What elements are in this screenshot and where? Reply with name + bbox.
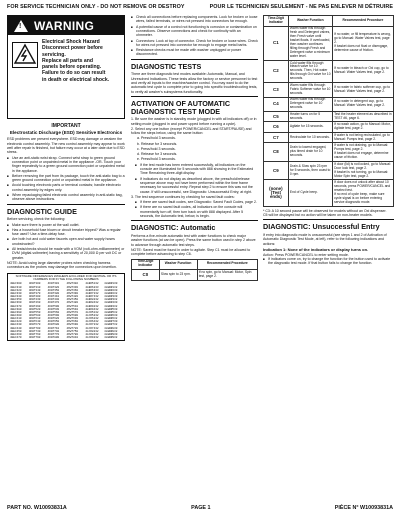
model-code: 4LWBR230 — [104, 288, 118, 292]
table-header: Time-Digit Indicator — [132, 259, 160, 270]
model-code: 4KWT700 — [28, 326, 41, 330]
model-code: 4KWT690 — [66, 323, 79, 327]
model-code: 4KWT680 — [47, 323, 60, 327]
unsuccessful-entry-text: If entry into diagnostic mode is unsuccessful (see steps 1 and 2 of Activation of Automatic Diagnostic Test Mode, at left), refer to the following indications and actions: — [263, 232, 387, 246]
table-row — [264, 161, 394, 179]
activation-step: 2. Select any one button (except POWER/CANCEL and START/PAUSE) and follow the steps below, using the same button: — [131, 126, 252, 136]
activation-steps-cont — [131, 195, 258, 199]
model-code: 4GEC470 — [10, 336, 22, 340]
model-code: 4LWBR330 — [104, 295, 118, 299]
table-row — [132, 270, 258, 281]
model-code: 4KWT520 — [28, 307, 41, 311]
table-cell-function: Warm water fills through fresh and Detergent valves, then Fresh valve until basket floats. If overloaded, then washer continues filling through Fresh and Detergent valve a minimum water level. — [288, 26, 332, 60]
model-code: 4LCR8432 — [85, 332, 99, 336]
table-cell-indicator: C8 — [264, 143, 289, 161]
table-cell-procedure: If no spin, go to Manual: Motor, Spin test, page 2. — [197, 270, 257, 281]
model-code: 4LCR7232 — [85, 323, 99, 327]
model-code: 4LWBR130 — [104, 282, 118, 286]
model-code: 4KWT420 — [66, 295, 79, 299]
table-cell-function: End of Cycle beep. — [288, 180, 332, 206]
warning-line: servicing. — [42, 51, 66, 58]
table-cell-procedure: If no water, or fill temperature is wrong, go to Manual: Water Valves test, page 2. If basket does not float or disengage, determine cause of friction. — [332, 26, 393, 60]
automatic-test-table-continued — [263, 15, 394, 207]
diagnostic-tests-title: DIAGNOSTIC TESTS — [131, 61, 202, 71]
warning-line: in death or electrical shock. — [42, 76, 110, 83]
model-code: 4KWT470 — [47, 301, 60, 305]
model-code: 4KWT480 — [66, 301, 79, 305]
model-code: 4KWT790 — [28, 336, 41, 340]
model-code: 4LWBR530 — [104, 307, 118, 311]
diagnostic-guide-intro: Before servicing, check the following: — [7, 217, 66, 222]
important-subtitle: Electrostatic Discharge (ESD) Sensitive Electronics — [9, 129, 123, 135]
model-code: 4KWT510 — [66, 304, 79, 308]
table-header-row — [132, 259, 258, 270]
table-cell-procedure: If no wash action, go to Manual: Motor, Agitate test, page 2. — [332, 122, 393, 133]
diagnostic-guide-bullet: ■ Make sure there is power at the wall outlet. — [7, 223, 125, 227]
model-code: 4KWT350 — [47, 288, 60, 292]
model-code: 4KWT302 — [66, 282, 79, 286]
model-code: 4LWBR732 — [104, 323, 118, 327]
model-code: 4LWBR932 — [104, 336, 118, 340]
model-code: 4LBR8232 — [85, 298, 99, 302]
model-code: 4LWBR632 — [104, 317, 118, 321]
table-cell-indicator: C3 — [264, 83, 289, 97]
divider — [131, 220, 258, 221]
electrical-shock-icon — [12, 42, 38, 68]
model-code: 4KWT670 — [28, 323, 41, 327]
table-header: Washer Function — [159, 259, 197, 270]
table-cell-indicator: C7 — [264, 132, 289, 143]
footnote: C5 will be displayed but no action will be taken on non-heater models. — [263, 212, 373, 217]
model-code: 4LWBR830 — [104, 326, 118, 330]
important-title: IMPORTANT — [51, 123, 81, 129]
divider — [7, 204, 125, 205]
model-code: 4KWT540 — [66, 307, 79, 311]
footer-left: PART NO. W10093831A — [7, 505, 67, 511]
table-cell-procedure: If no water in fabric softener cup, go to Manual: Water Valves test, page 2. — [332, 83, 393, 97]
model-code: 4LCR5232 — [85, 314, 99, 317]
model-code: 4LWBR930 — [104, 332, 118, 336]
table-cell-procedure: If door (lid) is not locked, go to Manual: Door lock test, page 2. If basket is not turning, go to Manual: Motor Spin test, page 2. — [332, 161, 393, 179]
table-cell-function: Agitate for 15 seconds. — [288, 122, 332, 133]
table-cell-function: Slow spin to 23 rpm. — [159, 270, 197, 281]
model-codes-table — [7, 273, 125, 342]
header-right: POUR LE TECHNICIEN SEULEMENT - NE PAS ENLEVER NI DÉTRUIRE — [209, 4, 393, 10]
model-code: 4KWT370 — [28, 291, 41, 295]
divider — [131, 59, 258, 60]
table-row — [264, 143, 394, 161]
model-code: 4KWT730 — [28, 329, 41, 333]
diagnostic-guide-note: NOTE: Avoid using large diameter probes when checking harness connectors as the probes may damage the connectors upon insertion. — [7, 260, 117, 270]
table-row — [264, 60, 394, 82]
model-code: 4GEC350 — [10, 298, 22, 302]
table-row — [264, 122, 394, 133]
header-bar — [7, 4, 393, 13]
model-code: 4KWT450 — [66, 298, 79, 302]
activation-substep: e. Press/hold 3 seconds. — [137, 157, 176, 162]
warning-triangle-icon: ! — [14, 20, 28, 32]
model-code: 4KWT780 — [66, 332, 79, 336]
model-code: 4KWT500 — [47, 304, 60, 308]
warning-line: Replace all parts and — [42, 57, 93, 64]
model-codes-caption: SOFTWARE DIFFERENCES WASHERS EXCLUDED FOR CENTRAL OR ITS NUMBERS FOR IN THE FOLLOWING NUMBERS — [15, 273, 117, 282]
indication-bullet: ■ If indicators come on, try to change the function for the button used to activate the diagnostic test mode. If that button fails to change the function. — [263, 257, 394, 266]
model-code: 4GEC420 — [10, 320, 22, 324]
model-code: 4LBR7232 — [85, 291, 99, 295]
model-code: 4KWT810 — [66, 336, 79, 340]
model-code: 4KWT770 — [47, 332, 60, 336]
model-code: 4KWT390 — [66, 291, 79, 295]
model-code: 4KWT740 — [47, 329, 60, 333]
model-code: 4KWT750 — [66, 329, 79, 333]
activation-substep: a. Press/hold 3 seconds. — [137, 136, 176, 141]
fault-code-bullet: ■ If there are no saved fault codes, all indicators on the console will momentarily turn off, then turn back on with 888 displayed. After 5 seconds, the Automatic test, below, is begin. — [135, 205, 258, 218]
model-code: 4LBR6333 — [85, 288, 99, 292]
connection-bullet: ■ Resistance checks must be made with washer unplugged or power disconnected. — [131, 48, 258, 57]
model-code: 4KWT440 — [47, 298, 60, 302]
esd-bullet: ■ Before removing the part from its package, touch the anti-static bag to a green ground connection point or unpainted metal in the appliance. — [7, 174, 125, 183]
table-cell-indicator: C9 — [264, 161, 289, 179]
model-code: 4KWT310 — [28, 285, 41, 289]
activation-bullet: ■ If indicators do not display as described above, the press/hold/release sequence above may not have been performed within the time frame necessary for successful entry. Repeat step 2 to ensure this was not the cause. If still unsuccessful, see Diagnostic: Unsuccessful Entry, at right. — [135, 177, 258, 194]
header-left: FOR SERVICE TECHNICIAN ONLY - DO NOT REMOVE OR DESTROY — [7, 4, 185, 10]
model-codes-grid — [10, 282, 122, 339]
model-code: 4LCR5132 — [85, 310, 99, 314]
indication-action: Action: Press POWER/CANCEL to enter setting mode. — [263, 252, 349, 257]
model-code: 4KWT610 — [28, 317, 41, 321]
fault-code-bullets — [135, 200, 258, 218]
model-code: 4KWT330 — [66, 285, 79, 289]
footer-center: PAGE 1 — [191, 505, 211, 511]
table-header-row — [264, 16, 394, 27]
model-code: 4LWBR630 — [104, 314, 118, 317]
table-cell-function: Drain & Slow spin 23 rpm for 5 seconds, then coast to 0 rpm. — [288, 161, 332, 179]
table-row — [264, 132, 394, 143]
table-cell-indicator: C1 — [264, 26, 289, 60]
model-code: 4LWBR232 — [104, 291, 118, 295]
model-code: 4GEC310 — [10, 285, 22, 289]
automatic-text: Performs a five-minute automatic test with water functions to check major washer functions (at can be open). Press the same button used in step 2 above to advance through automatic test steps. — [131, 233, 256, 247]
model-code: 4LCR7432 — [85, 326, 99, 330]
table-cell-procedure: If water is not being recirculated, go to Manual: Pumps test, page 2. — [332, 132, 393, 143]
column-1 — [7, 15, 125, 341]
esd-bullets — [7, 156, 125, 202]
table-cell-function: Recirculate for 10 seconds. — [288, 132, 332, 143]
model-code: 4GEC360 — [10, 301, 22, 305]
table-header: Recommended Procedure — [332, 16, 393, 27]
model-code: 4KWT320 — [47, 285, 60, 289]
table-header: Time-Digit Indicator — [264, 16, 289, 27]
model-code: 4KWT490 — [28, 304, 41, 308]
model-code: 4KWT720 — [66, 326, 79, 330]
model-code: 4KWT760 — [28, 332, 41, 336]
table-cell-procedure: If water is not draining, go to Manual: Pumps test, page 2. If basket does not engage, determine cause of friction. — [332, 143, 393, 161]
model-code: 4LWBR832 — [104, 329, 118, 333]
model-code: 4KWT590 — [47, 314, 60, 317]
indication-title: Indication 1: None of the indicators or display turns on. — [263, 246, 369, 252]
model-code: 4KWT530 — [47, 307, 60, 311]
esd-bullet: ■ When repackaging failed electronic control assembly in anti-static bag, observe above instructions. — [7, 193, 125, 202]
model-code: 4KWT600 — [66, 314, 79, 317]
model-code: 4LWBR132 — [104, 285, 118, 289]
model-code: 4KWT300 — [28, 282, 41, 286]
activation-bullets — [135, 163, 258, 194]
esd-bullet: ■ Use an anti-static wrist strap. Connect wrist strap to green ground connection point or unpainted metal in the appliance -OR- Touch your finger repeatedly to a green ground connection point or unpainted metal in the appliance. — [7, 156, 125, 173]
model-code: 4KWT710 — [47, 326, 60, 330]
model-code: 4LWBR430 — [104, 301, 118, 305]
footer-bar — [7, 505, 393, 514]
model-code: 4KWT360 — [66, 288, 79, 292]
automatic-note: NOTE: Saved must be found in order to agitate. Step C1 must be allowed to complete before advancing to step C6. — [131, 247, 251, 257]
footnote: * C3: A 10 second pause will be observed for models without an Oxi dispenser. — [263, 208, 387, 213]
activation-title: ACTIVATION OF AUTOMATIC DIAGNOSTIC TEST MODE — [131, 99, 231, 116]
model-code: 4GEC370 — [10, 304, 22, 308]
connection-bullet: ■ Connectors: Look at top of connector. Check for broken or loose wires. Check for wires not pressed into connector far enough to engage metal barbs. — [131, 39, 258, 48]
model-code: 4KWT550 — [28, 310, 41, 314]
model-code: 4KWT380 — [47, 291, 60, 295]
model-code: 4LBR5132 — [85, 282, 99, 286]
model-code: 4LBR9232 — [85, 304, 99, 308]
activation-substep: c. Press/hold 3 seconds. — [137, 146, 176, 151]
table-cell-indicator: C2 — [264, 60, 289, 82]
warning-title: WARNING — [34, 18, 95, 33]
model-code: 4LBR6233 — [85, 285, 99, 289]
diagnostic-guide-bullet: ■ Are both hot and cold water faucets open and water supply hoses unobstructed? — [7, 237, 125, 246]
warning-line: panels before operating. — [42, 64, 102, 71]
warning-text — [42, 39, 109, 83]
warning-line: Disconnect power before — [42, 45, 103, 52]
model-code: 4GEC430 — [10, 323, 22, 327]
model-code: 4GEC410 — [10, 317, 22, 321]
table-cell-indicator: C0 — [132, 270, 160, 281]
model-code: 4KWT301 — [47, 282, 60, 286]
model-code: 4LWBR432 — [104, 304, 118, 308]
esd-bullet: ■ Avoid touching electronic parts or terminal contacts; handle electronic control assembly by edges only. — [7, 183, 125, 192]
model-code: 4KWT650 — [47, 320, 60, 324]
model-code: 4KWT570 — [66, 310, 79, 314]
diagnostic-tests-text: There are three diagnostic test modes available: Automatic, Manual, and Unresolved Indications. These tests allow the factory or service personnel to test and verify all inputs to the machine/washer control. You may want to do the automatic test cycle to complete prior to going into specific troubleshooting tests, to verify all washer's subsystems functionality. — [131, 72, 258, 94]
table-cell-indicator: C6 — [264, 122, 289, 133]
model-code: 4LBR8432 — [85, 301, 99, 305]
connection-bullet: ■ Check all connections before replacing components. Look for broken or loose wires, failed terminals, or wires not pressed into connectors far enough. — [131, 15, 258, 24]
warning-line: Failure to do so can result — [42, 70, 106, 77]
model-code: 4LCR9232 — [85, 336, 99, 340]
warning-line: Electrical Shock Hazard — [42, 39, 100, 45]
column-2 — [131, 15, 258, 281]
table-cell-function: Warm water fills through Fabric Softener valve for 10 seconds. — [288, 83, 332, 97]
table-cell-function: Heater turns on for 5 seconds. — [288, 111, 332, 122]
activation-substep: b. Release for 3 seconds. — [137, 141, 178, 146]
model-code: 4GEC440 — [10, 326, 22, 330]
warning-box — [7, 15, 125, 119]
table-row — [264, 97, 394, 111]
model-code: 4GEC300 — [10, 282, 22, 286]
model-code: 4KWT660 — [66, 320, 79, 324]
model-code: 4GEC400 — [10, 314, 22, 317]
model-code: 4LWBR730 — [104, 320, 118, 324]
connection-bullet: ■ A potential cause of a control not functioning is corrosion or contamination on connections. Observe connections and check for continuity with an ohmmeter. — [131, 25, 258, 38]
activation-substep: d. Release for 3 seconds. — [137, 152, 178, 157]
model-code: 4KWT800 — [47, 336, 60, 340]
diagnostic-guide-title: DIAGNOSTIC GUIDE — [7, 206, 77, 216]
activation-step: 3. The test sequence continues by checking for saved fault codes: — [131, 194, 235, 199]
important-intro: ESD problems are present everywhere. ESD may damage or weaken the electronic control assembly. The new control assembly may appear to work well after repair is finished, but failure may occur at a later date due to ESD stress. — [7, 137, 125, 155]
diagnostic-guide-bullet: ■ All tests/checks should be made with a VOM (volt-ohm-milliammeter) or DVM (digital-voltmeter) having a sensitivity of 20,000 Ω per volt DC or greater. — [7, 247, 125, 260]
table-cell-indicator: C4 — [264, 97, 289, 111]
warning-header — [8, 16, 124, 35]
table-cell-procedure: If no water in detergent cup, go to Manual: Water Valves test, page 2. — [332, 97, 393, 111]
model-code: 4GEC390 — [10, 310, 22, 314]
table-cell-function: Warm water fills through Detergent valve for 10 seconds. — [288, 97, 332, 111]
table-row — [264, 26, 394, 60]
divider — [131, 96, 258, 97]
model-code: 4GEC320 — [10, 288, 22, 292]
activation-bullet: ■ If the test mode has been entered successfully, all indicators on the console are illuminated for 5 seconds with 888 showing in the Estimated Time Remaining three-digit display. — [135, 163, 258, 176]
indication-bullets — [263, 257, 394, 266]
table-cell-procedure: If door does not unlock after about 10 seconds, press POWER/CANCEL and reselect test. If no end of cycle beep, make sure cycle signal is on before entering service diagnostic mode. — [332, 180, 393, 206]
model-code: 4GEC460 — [10, 332, 22, 336]
automatic-test-table — [131, 259, 258, 281]
model-code: 4LBR9432 — [85, 307, 99, 311]
table-cell-procedure: If no water in bleach or Oxi cup, go to Manual: Water Valves test, page 2. — [332, 60, 393, 82]
model-code: 4LCR6432 — [85, 320, 99, 324]
model-code: 4GEC450 — [10, 329, 22, 333]
divider — [263, 219, 394, 220]
table-row — [264, 111, 394, 122]
table-cell-indicator: (none) (Test ends) — [264, 180, 289, 206]
model-code: 4LCR8232 — [85, 329, 99, 333]
model-code: 4KWT460 — [28, 301, 41, 305]
model-code: 4KWT430 — [28, 298, 41, 302]
model-code: 4GEC380 — [10, 307, 22, 311]
table-header: Recommended Procedure — [197, 259, 257, 270]
fault-code-bullet: ■ If there are saved fault codes, see Diagnostic: Saved Fault Codes, page 2. — [135, 200, 258, 204]
model-code: 4GEC340 — [10, 295, 22, 299]
diagnostic-guide-bullets — [7, 223, 125, 260]
table-header: Washer Function — [288, 16, 332, 27]
model-code: 4LBR7432 — [85, 295, 99, 299]
activation-steps — [131, 117, 258, 161]
model-code: 4KWT580 — [28, 314, 41, 317]
activation-step: 1. Be sure the washer is in standby mode (plugged in with all indicators off) or in setting mode (plugged in and power upped before running a cycle). — [131, 117, 257, 126]
table-cell-function: Cold water fills through bleach valve for 10 seconds. Then, Hot water fills through Oxi valve for 10 seconds. — [288, 60, 332, 82]
table-cell-indicator: C5 — [264, 111, 289, 122]
model-code: 4KWT400 — [28, 295, 41, 299]
model-code: 4KWT620 — [47, 317, 60, 321]
automatic-title: DIAGNOSTIC: Automatic — [131, 223, 216, 233]
model-code: 4KWT640 — [28, 320, 41, 324]
table-cell-function: Drain to lowest engaged, plus timed drain for 10 seconds. — [288, 143, 332, 161]
model-code: 4KWT630 — [66, 317, 79, 321]
table-cell-procedure: Test the heater element as described in TEST #6, page 6. — [332, 111, 393, 122]
table-row — [264, 180, 394, 206]
model-code: 4GEC330 — [10, 291, 22, 295]
connection-bullets — [131, 15, 258, 57]
model-code: 4KWT560 — [47, 310, 60, 314]
model-code: 4LWBR532 — [104, 310, 118, 314]
diagnostic-guide-bullet: ■ Has a household fuse blown or circuit breaker tripped? Was a regular fuse used? Use a time-delay fuse. — [7, 228, 125, 237]
footer-right: PIÈCE N° W10093831A — [334, 505, 393, 511]
model-code: 4LWBR332 — [104, 298, 118, 302]
model-code: 4LCR6232 — [85, 317, 99, 321]
unsuccessful-entry-title: DIAGNOSTIC: Unsuccessful Entry — [263, 222, 380, 232]
table-row — [264, 83, 394, 97]
column-3 — [263, 15, 394, 266]
model-code: 4KWT340 — [28, 288, 41, 292]
model-code: 4KWT410 — [47, 295, 60, 299]
